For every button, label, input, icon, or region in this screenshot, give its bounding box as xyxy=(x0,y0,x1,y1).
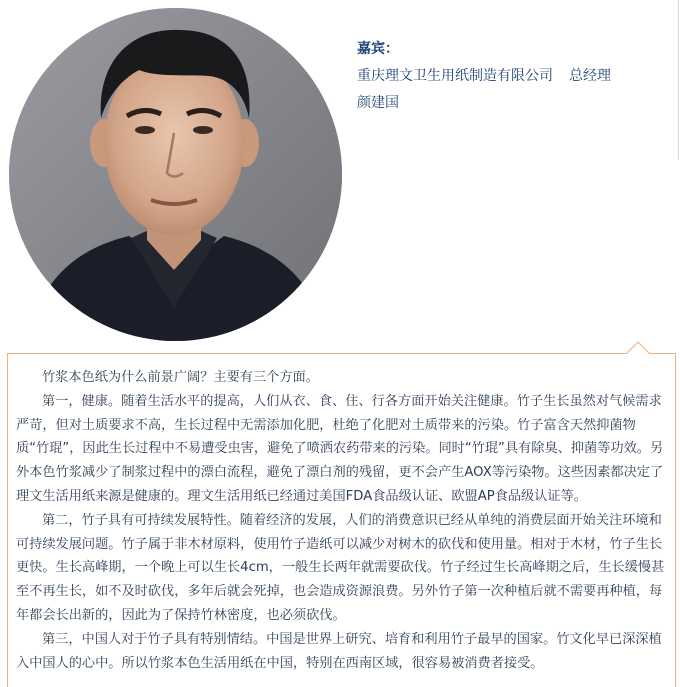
guest-info xyxy=(357,36,611,117)
guest-name: 颜建国 xyxy=(357,95,399,111)
article-paragraph-sustainability: 第二，竹子具有可持续发展特性。随着经济的发展，人们的消费意识已经从单纯的消费层面开始关注环境和可持续发展问题。竹子属于非木材原料，使用竹子造纸可以减少对树木的砍伐和使用量。相对于木材，竹子生长更快。生长高峰期，一个晚上可以生长4cm，一般生长两年就需要砍伐。竹子经过生长高峰期之后，生长缓慢甚至不再生长，如不及时砍伐，多年后就会死掉，也会造成资源浪费。另外竹子第一次种植后就不需要再种植，每年都会长出新的，因此为了保持竹林密度，也必须砍伐。 xyxy=(16,512,665,623)
article-paragraph-culture: 第三，中国人对于竹子具有特别情结。中国是世界上研究、培育和利用竹子最早的国家。竹文化早已深深植入中国人的心中。所以竹浆本色生活用纸在中国，特别在西南区域，很容易被消费者接受。 xyxy=(16,631,662,671)
portrait-image xyxy=(9,8,342,341)
guest-portrait xyxy=(9,8,342,341)
guest-affiliation xyxy=(357,63,611,90)
guest-position: 总经理 xyxy=(569,68,611,84)
article-intro: 竹浆本色纸为什么前景广阔？主要有三个方面。 xyxy=(42,370,319,385)
guest-label: 嘉宾： xyxy=(357,41,399,57)
page-edge-rule xyxy=(678,0,679,160)
article-paragraph-health: 第一，健康。随着生活水平的提高，人们从衣、食、住、行各方面开始关注健康。竹子生长虽然对气候需求严苛，但对土质要求不高，生长过程中无需添加化肥，杜绝了化肥对土质带来的污染。竹子富含天然抑菌物质“竹琨”，因此生长过程中不易遭受虫害，避免了喷洒农药带来的污染。同时“竹琨”具有除臭、抑菌等功效。另外本色竹浆减少了制浆过程中的漂白流程，避免了漂白剂的残留，更不会产生AOX等污染物。这些因素都决定了理文生活用纸来源是健康的。理文生活用纸已经通过美国FDA食品级认证、欧盟AP食品级认证等。 xyxy=(16,393,664,504)
guest-company: 重庆理文卫生用纸制造有限公司 xyxy=(357,68,553,84)
article-body xyxy=(16,366,666,675)
